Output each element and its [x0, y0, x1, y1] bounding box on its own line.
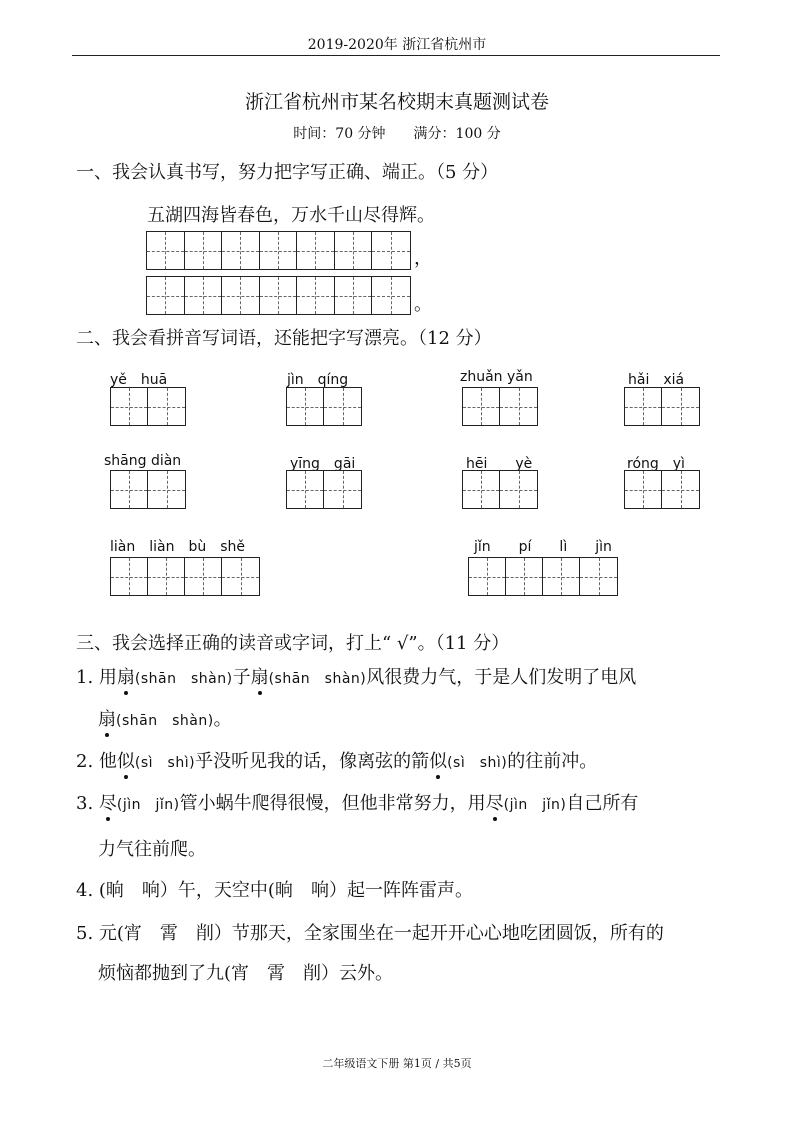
writing-grid-row1[interactable] — [146, 231, 411, 270]
pinyin-options[interactable]: (shān shàn) — [134, 671, 233, 687]
pinyin-options[interactable]: (sì shì) — [134, 755, 196, 771]
word-grid[interactable] — [110, 470, 186, 509]
grid-cell[interactable] — [506, 558, 543, 595]
question-1-line1: 1. 用扇(shān shàn)子扇(shān shàn)风很费力气，于是人们发明了电风 — [76, 667, 637, 688]
pinyin-options[interactable]: (jìn jǐn) — [503, 797, 567, 813]
grid-cell[interactable] — [111, 471, 148, 508]
grid-cell[interactable] — [662, 388, 699, 425]
grid-cell[interactable] — [625, 388, 662, 425]
grid-cell[interactable] — [287, 471, 324, 508]
header-divider — [72, 55, 720, 56]
grid-cell[interactable] — [222, 277, 260, 314]
grid-cell[interactable] — [185, 277, 223, 314]
question-5-line1[interactable]: 5. 元(宵 霄 削）节那天，全家围坐在一起开开心心地吃团圆饭，所有的 — [76, 923, 664, 944]
pinyin-options[interactable]: (shān shàn) — [268, 671, 367, 687]
grid-cell[interactable] — [287, 388, 324, 425]
word-grid[interactable] — [462, 387, 538, 426]
section2-heading: 二、我会看拼音写词语，还能把字写漂亮。（12 分） — [76, 328, 492, 349]
question-3-line2: 力气往前爬。 — [98, 839, 206, 860]
word-grid[interactable] — [624, 470, 700, 509]
pinyin-label: hēi yè — [466, 456, 533, 472]
word-grid[interactable] — [468, 557, 618, 596]
word-grid[interactable] — [286, 387, 362, 426]
grid-cell[interactable] — [469, 558, 506, 595]
pinyin-label: jǐn pí lì jìn — [474, 539, 612, 555]
grid-cell[interactable] — [147, 232, 185, 269]
question-2: 2. 他似(sì shì)乎没听见我的话，像离弦的箭似(sì shì)的往前冲。 — [76, 751, 598, 772]
section1-poem: 五湖四海皆春色，万水千山尽得辉。 — [147, 205, 435, 226]
exam-info: 时间：70 分钟 满分：100 分 — [293, 126, 501, 142]
grid-cell[interactable] — [500, 471, 537, 508]
grid-cell[interactable] — [463, 471, 500, 508]
grid-cell[interactable] — [324, 388, 361, 425]
marked-character: 扇 — [98, 709, 116, 730]
pinyin-options[interactable]: (jìn jǐn) — [116, 797, 180, 813]
grid-cell[interactable] — [148, 558, 185, 595]
pinyin-label: shāng diàn — [104, 453, 182, 469]
marked-character: 扇 — [116, 667, 135, 688]
row1-punctuation: ， — [414, 248, 432, 269]
page-title: 浙江省杭州市某名校期末真题测试卷 — [244, 91, 549, 113]
pinyin-label: hǎi xiá — [628, 372, 685, 388]
question-5-line2[interactable]: 烦恼都抛到了九(宵 霄 削）云外。 — [98, 963, 394, 984]
pinyin-label: zhuǎn yǎn — [460, 369, 533, 385]
grid-cell[interactable] — [324, 471, 361, 508]
grid-cell[interactable] — [260, 232, 298, 269]
pinyin-options[interactable]: (sì shì) — [447, 755, 508, 771]
pinyin-label: yě huā — [110, 372, 168, 388]
marked-character: 似 — [429, 751, 448, 772]
grid-cell[interactable] — [543, 558, 580, 595]
grid-cell[interactable] — [148, 388, 185, 425]
pinyin-label: jìn qíng — [287, 372, 349, 388]
grid-cell[interactable] — [335, 232, 373, 269]
grid-cell[interactable] — [335, 277, 373, 314]
grid-cell[interactable] — [147, 277, 185, 314]
grid-cell[interactable] — [297, 232, 335, 269]
row2-punctuation: 。 — [414, 294, 432, 315]
grid-cell[interactable] — [500, 388, 537, 425]
grid-cell[interactable] — [297, 277, 335, 314]
marked-character: 尽 — [485, 793, 504, 814]
page-footer: 二年级语文下册 第1页 / 共5页 — [322, 1057, 472, 1070]
grid-cell[interactable] — [463, 388, 500, 425]
grid-cell[interactable] — [580, 558, 617, 595]
pinyin-label: yīng gāi — [290, 456, 356, 472]
page-header: 2019-2020年 浙江省杭州市 — [307, 37, 487, 53]
pinyin-label: róng yì — [627, 456, 685, 472]
grid-cell[interactable] — [662, 471, 699, 508]
word-grid[interactable] — [624, 387, 700, 426]
grid-cell[interactable] — [260, 277, 298, 314]
word-grid[interactable] — [286, 470, 362, 509]
marked-character: 似 — [116, 751, 135, 772]
grid-cell[interactable] — [111, 388, 148, 425]
pinyin-label: liàn liàn bù shě — [110, 539, 246, 555]
question-4[interactable]: 4. (晌 响）午，天空中(晌 响）起一阵阵雷声。 — [76, 880, 473, 901]
section3-heading: 三、我会选择正确的读音或字词，打上“ √”。（11 分） — [76, 633, 510, 654]
section1-heading: 一、我会认真书写，努力把字写正确、端正。（5 分） — [76, 162, 499, 183]
marked-character: 扇 — [250, 667, 269, 688]
grid-cell[interactable] — [185, 558, 222, 595]
word-grid[interactable] — [462, 470, 538, 509]
grid-cell[interactable] — [148, 471, 185, 508]
grid-cell[interactable] — [372, 232, 410, 269]
writing-grid-row2[interactable] — [146, 276, 411, 315]
grid-cell[interactable] — [372, 277, 410, 314]
question-1-line2: 扇(shān shàn)。 — [98, 709, 232, 730]
grid-cell[interactable] — [111, 558, 148, 595]
grid-cell[interactable] — [222, 232, 260, 269]
word-grid[interactable] — [110, 557, 260, 596]
pinyin-options[interactable]: (shān shàn) — [116, 713, 214, 729]
question-3-line1: 3. 尽(jìn jǐn)管小蜗牛爬得很慢，但他非常努力，用尽(jìn jǐn)自己所有 — [76, 793, 639, 814]
marked-character: 尽 — [98, 793, 117, 814]
grid-cell[interactable] — [222, 558, 259, 595]
grid-cell[interactable] — [625, 471, 662, 508]
grid-cell[interactable] — [185, 232, 223, 269]
word-grid[interactable] — [110, 387, 186, 426]
